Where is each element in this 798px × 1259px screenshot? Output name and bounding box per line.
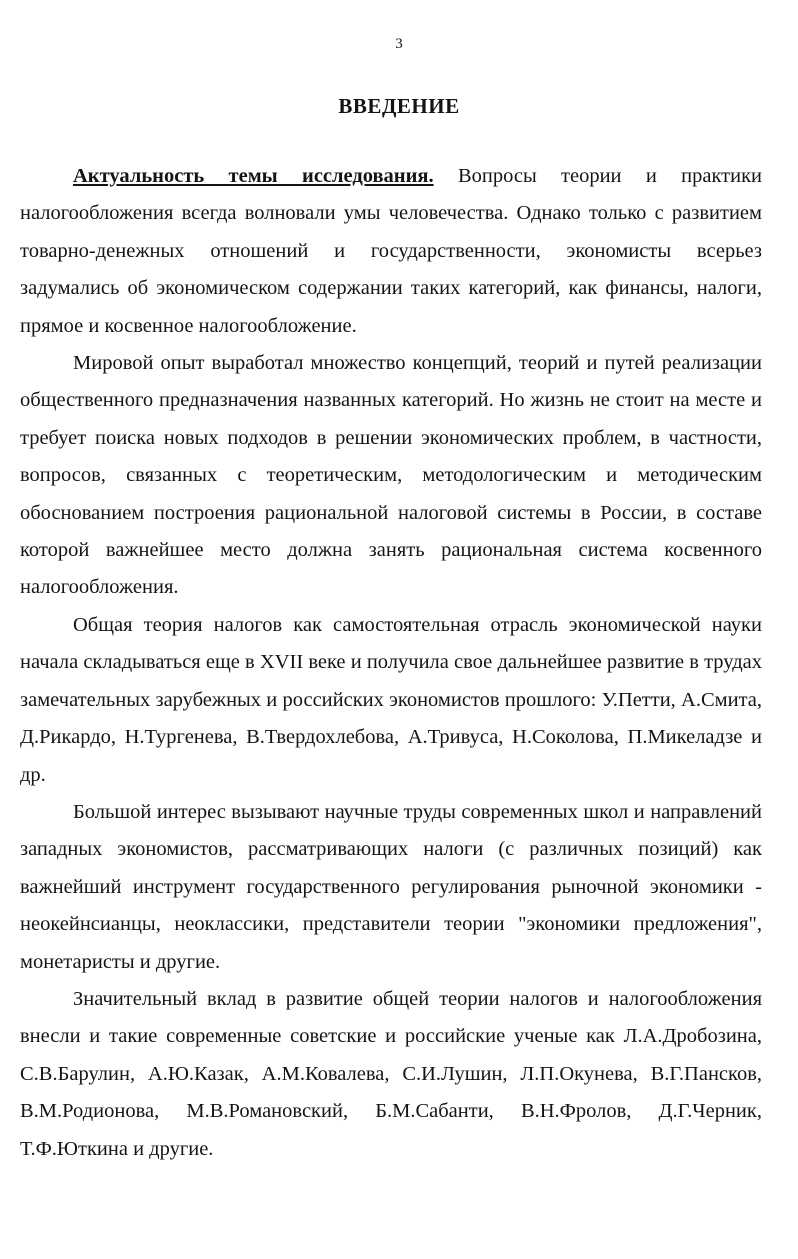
paragraph-general-theory: Общая теория налогов как самостоятельная отрасль экономической науки начала складываться еще в XVII веке и получила свое дальнейшее развитие в трудах замечательных зарубежных и российских экономистов прошлого: У.Петти, А.Смита, Д.Рикардо, Н.Тургенева, В.Твердохлебова, А.Тривуса, Н.Соколова, П.Микеладзе и др.	[20, 613, 762, 786]
section-lead-heading: Актуальность темы исследования.	[73, 165, 434, 187]
paragraph-western-schools: Большой интерес вызывают научные труды современных школ и направлений западных экономистов, рассматривающих налоги (с различных позиций) как важнейший инструмент государственного регулирования рыночной экономики - неокейнсианцы, неоклассики, представители теории "экономики предложения", монетаристы и другие.	[20, 800, 762, 973]
paragraph-world-experience: Мировой опыт выработал множество концепций, теорий и путей реализации общественного предназначения названных категорий. Но жизнь не стоит на месте и требует поиска новых подходов в решении экономических проблем, в частности, вопросов, связанных с теоретическим, методологическим и методическим обоснованием построения рациональной налоговой системы в России, в составе которой важнейшее место должна занять рациональная система косвенного налогообложения.	[20, 352, 762, 599]
paragraph-relevance	[20, 158, 762, 345]
body-text	[20, 158, 762, 1168]
paragraph-text: Вопросы теории и практики налогообложения всегда волновали умы человечества. Однако только с развитием товарно-денежных отношений и государственности, экономисты всерьез задумались об экономическом содержании таких категорий, как финансы, налоги, прямое и косвенное налогообложение.	[20, 165, 763, 337]
page-title: ВВЕДЕНИЕ	[338, 94, 460, 118]
paragraph-russian-scholars: Значительный вклад в развитие общей теории налогов и налогообложения внесли и такие современные советские и российские ученые как Л.А.Дробозина, С.В.Барулин, А.Ю.Казак, А.М.Ковалева, С.И.Лушин, Л.П.Окунева, В.Г.Пансков, В.М.Родионова, М.В.Романовский, Б.М.Сабанти, В.Н.Фролов, Д.Г.Черник, Т.Ф.Юткина и другие.	[20, 987, 762, 1160]
page-number: 3	[395, 36, 403, 52]
